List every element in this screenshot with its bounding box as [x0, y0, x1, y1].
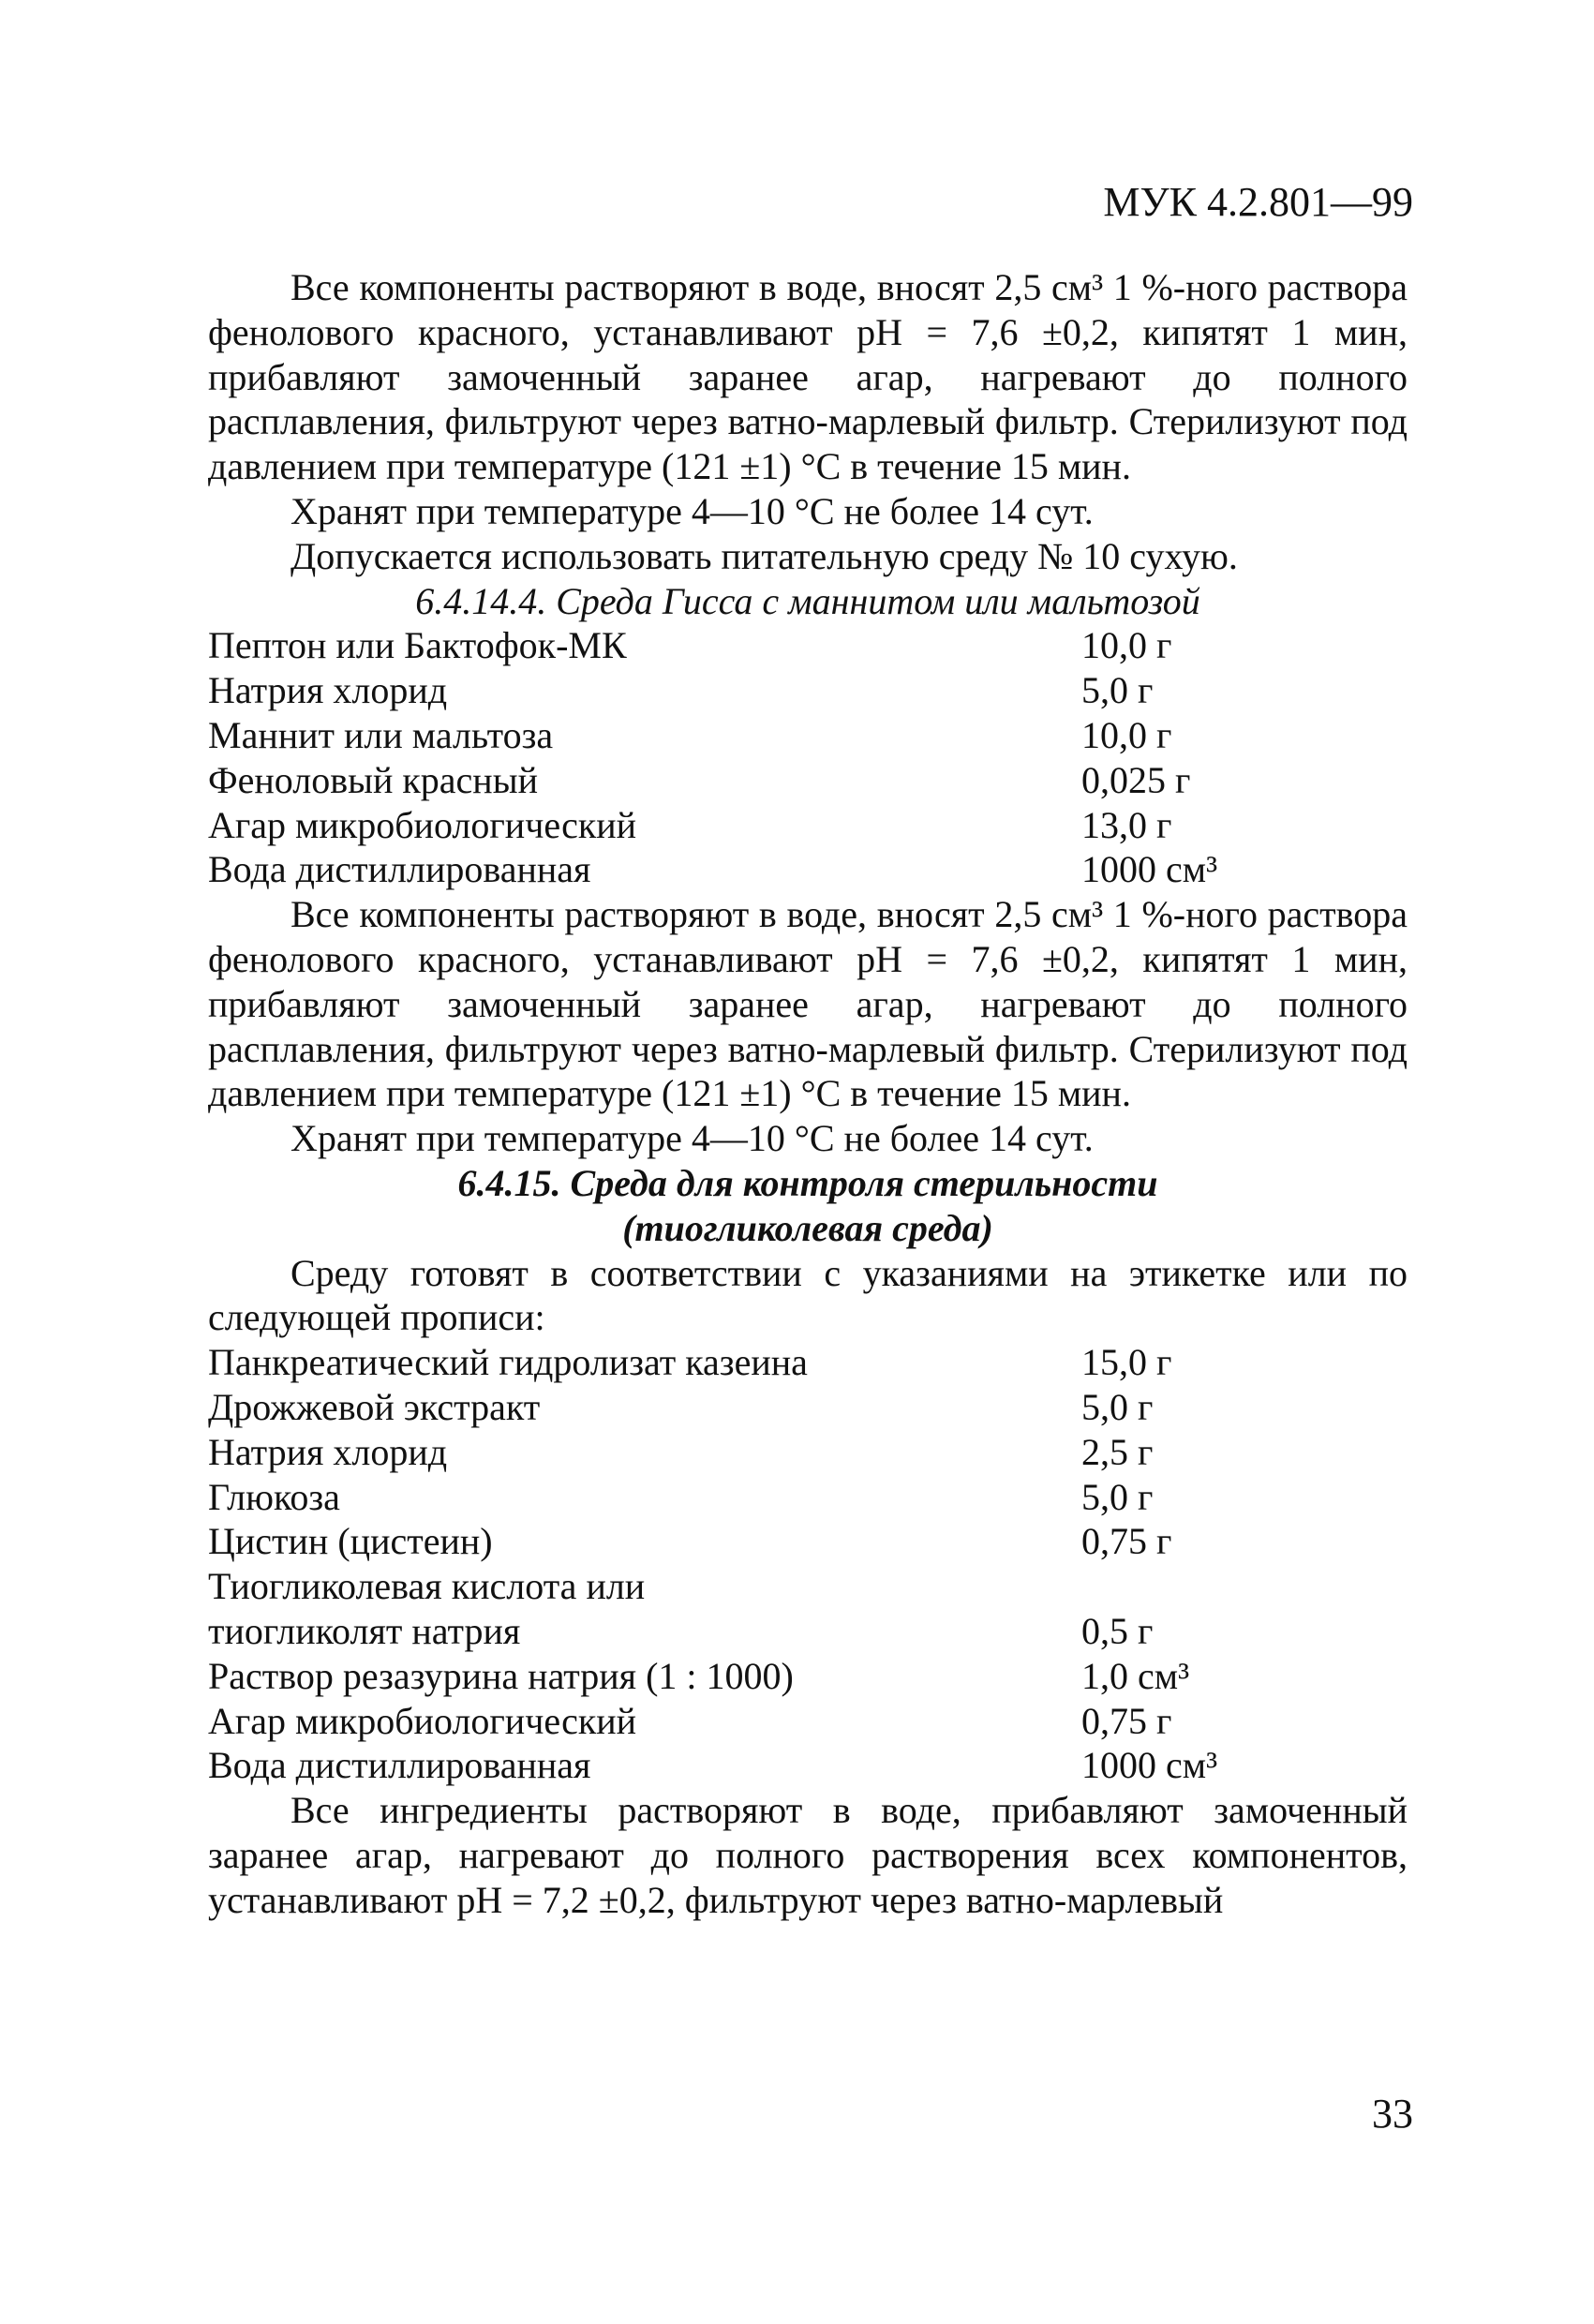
ingredient-row: [208, 668, 1408, 713]
ingredient-qty: 5,0 г: [1081, 1385, 1154, 1428]
ingredient-name: Агар микробиологический: [208, 803, 637, 846]
ingredient-qty: 1000 см³: [1081, 848, 1218, 891]
ingredient-qty: 10,0 г: [1081, 713, 1172, 756]
ingredient-qty: 15,0 г: [1081, 1341, 1172, 1384]
page-header: МУК 4.2.801—99: [1103, 179, 1413, 225]
ingredient-row: [208, 758, 1408, 803]
ingredient-list: [208, 623, 1408, 892]
ingredient-name: Глюкоза: [208, 1475, 340, 1518]
ingredient-qty: 0,025 г: [1081, 758, 1191, 801]
paragraph: Все ингредиенты растворяют в воде, прибавляют замоченный заранее агар, нагревают до полного растворения всех компонентов, устанавливают рН = 7,2 ±0,2, фильтруют через ватно-марлевый: [208, 1789, 1408, 1921]
paragraph: Хранят при температуре 4—10 °С не более 14 сут.: [290, 489, 1094, 532]
ingredient-name: Маннит или мальтоза: [208, 713, 554, 756]
ingredient-qty: 2,5 г: [1081, 1430, 1154, 1473]
ingredient-name: Натрия хлорид: [208, 1430, 448, 1473]
section-title: 6.4.14.4. Среда Гисса с маннитом или мальтозой: [415, 579, 1200, 622]
ingredient-row: [208, 1475, 1408, 1520]
ingredient-qty: 1,0 см³: [1081, 1654, 1190, 1697]
ingredient-row: [208, 1609, 1408, 1654]
ingredient-row: [208, 713, 1408, 758]
paragraph: Среду готовят в соответствии с указаниями на этикетке или по следующей прописи:: [208, 1251, 1408, 1339]
ingredient-list: [208, 1340, 1408, 1788]
ingredient-name: Тиогликолевая кислота или: [208, 1565, 646, 1608]
ingredient-qty: 0,5 г: [1081, 1609, 1154, 1652]
ingredient-qty: [1081, 1564, 1408, 1609]
ingredient-qty: 5,0 г: [1081, 669, 1154, 712]
ingredient-name: Вода дистиллированная: [208, 1744, 591, 1787]
ingredient-qty: 0,75 г: [1081, 1699, 1172, 1742]
paragraph: Хранят при температуре 4—10 °С не более 14 сут.: [290, 1117, 1094, 1160]
ingredient-row: [208, 1743, 1408, 1788]
ingredient-row: [208, 803, 1408, 848]
ingredient-name: тиогликолят натрия: [208, 1609, 521, 1652]
ingredient-qty: 1000 см³: [1081, 1744, 1218, 1787]
ingredient-row: [208, 1699, 1408, 1744]
ingredient-qty: 10,0 г: [1081, 624, 1172, 667]
ingredient-row: [208, 1385, 1408, 1430]
ingredient-row: [208, 1654, 1408, 1699]
page-number: 33: [1372, 2091, 1413, 2137]
page-content: [208, 265, 1408, 1922]
ingredient-name: Феноловый красный: [208, 758, 538, 801]
ingredient-row: [208, 1564, 1408, 1609]
ingredient-name: Вода дистиллированная: [208, 848, 591, 891]
ingredient-row: [208, 623, 1408, 668]
paragraph: Все компоненты растворяют в воде, вносят 2,5 см³ 1 %-ного раствора фенолового красного, устанавливают рН = 7,6 ±0,2, кипятят 1 мин, прибавляют замоченный заранее агар, нагревают до полного расплавления, фильтруют через ватно-марлевый фильтр. Стерилизуют под давлением при температуре (121 ±1) °С в течение 15 мин.: [208, 266, 1408, 488]
section-subtitle: (тиогликолевая среда): [622, 1206, 993, 1249]
section-title: 6.4.15. Среда для контроля стерильности: [457, 1161, 1158, 1204]
ingredient-name: Агар микробиологический: [208, 1699, 637, 1742]
paragraph: Все компоненты растворяют в воде, вносят 2,5 см³ 1 %-ного раствора фенолового красного, устанавливают рН = 7,6 ±0,2, кипятят 1 мин, прибавляют замоченный заранее агар, нагревают до полного расплавления, фильтруют через ватно-марлевый фильтр. Стерилизуют под давлением при температуре (121 ±1) °С в течение 15 мин.: [208, 893, 1408, 1115]
ingredient-name: Натрия хлорид: [208, 669, 448, 712]
ingredient-row: [208, 1519, 1408, 1564]
ingredient-row: [208, 847, 1408, 892]
ingredient-qty: 5,0 г: [1081, 1475, 1154, 1518]
ingredient-name: Дрожжевой экстракт: [208, 1385, 541, 1428]
paragraph: Допускается использовать питательную среду № 10 сухую.: [290, 534, 1238, 577]
ingredient-qty: 13,0 г: [1081, 803, 1172, 846]
ingredient-row: [208, 1340, 1408, 1385]
ingredient-name: Пептон или Бактофок-МК: [208, 624, 627, 667]
ingredient-row: [208, 1430, 1408, 1475]
ingredient-qty: 0,75 г: [1081, 1520, 1172, 1563]
ingredient-name: Раствор резазурина натрия (1 : 1000): [208, 1654, 794, 1697]
ingredient-name: Цистин (цистеин): [208, 1520, 493, 1563]
ingredient-name: Панкреатический гидролизат казеина: [208, 1341, 808, 1384]
